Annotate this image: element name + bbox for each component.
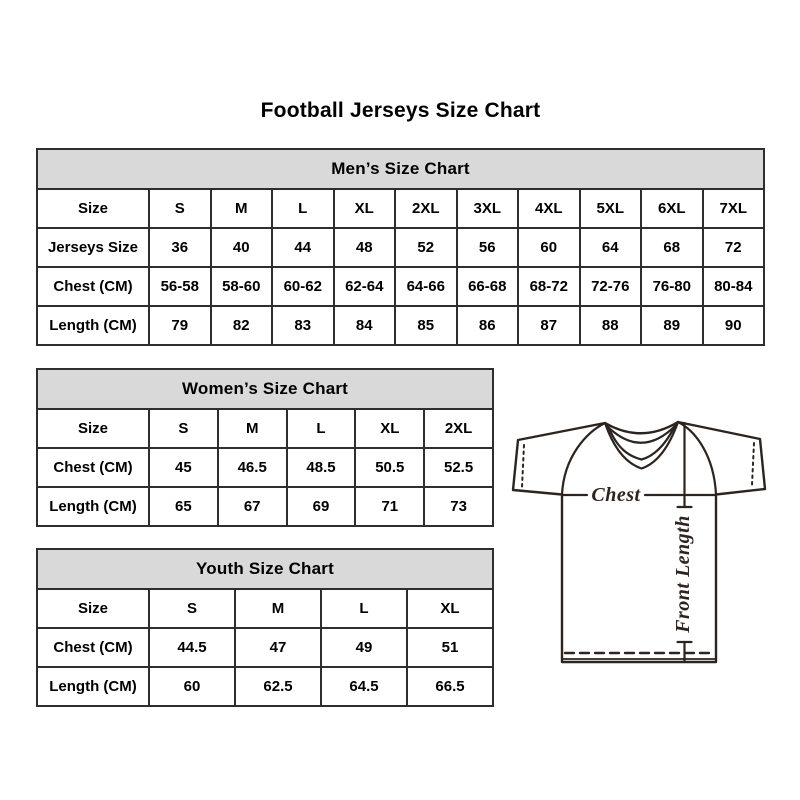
- size-cell: 71: [355, 487, 424, 526]
- size-cell: S: [149, 589, 235, 628]
- youth-table-title: Youth Size Chart: [37, 549, 493, 589]
- size-cell: M: [211, 189, 273, 228]
- table-row: [37, 189, 764, 228]
- table-row: [37, 267, 764, 306]
- size-cell: 2XL: [395, 189, 457, 228]
- size-cell: 48.5: [287, 448, 356, 487]
- size-cell: 52: [395, 228, 457, 267]
- table-row: [37, 306, 764, 345]
- size-cell: 50.5: [355, 448, 424, 487]
- size-cell: 89: [641, 306, 703, 345]
- size-cell: S: [149, 409, 218, 448]
- size-cell: S: [149, 189, 211, 228]
- table-row: [37, 487, 493, 526]
- size-cell: 65: [149, 487, 218, 526]
- youth-table-title-row: [37, 549, 493, 589]
- size-cell: XL: [355, 409, 424, 448]
- row-label: Jerseys Size: [37, 228, 149, 267]
- mens-size-table: [36, 148, 765, 346]
- size-cell: 73: [424, 487, 493, 526]
- size-cell: 60-62: [272, 267, 334, 306]
- size-cell: 51: [407, 628, 493, 667]
- size-cell: 82: [211, 306, 273, 345]
- row-label: Length (CM): [37, 667, 149, 706]
- size-cell: L: [272, 189, 334, 228]
- table-row: [37, 589, 493, 628]
- size-cell: 48: [334, 228, 396, 267]
- size-cell: 90: [703, 306, 765, 345]
- size-cell: 60: [518, 228, 580, 267]
- size-cell: 85: [395, 306, 457, 345]
- size-cell: 4XL: [518, 189, 580, 228]
- size-cell: 88: [580, 306, 642, 345]
- size-cell: 3XL: [457, 189, 519, 228]
- size-cell: XL: [334, 189, 396, 228]
- mens-table-title-row: [37, 149, 764, 189]
- table-row: [37, 628, 493, 667]
- table-row: [37, 448, 493, 487]
- size-cell: L: [287, 409, 356, 448]
- womens-table-title: Women’s Size Chart: [37, 369, 493, 409]
- size-cell: 7XL: [703, 189, 765, 228]
- size-cell: 83: [272, 306, 334, 345]
- size-cell: 76-80: [641, 267, 703, 306]
- size-cell: 36: [149, 228, 211, 267]
- row-label: Chest (CM): [37, 628, 149, 667]
- row-label: Chest (CM): [37, 448, 149, 487]
- table-row: [37, 409, 493, 448]
- size-cell: 87: [518, 306, 580, 345]
- size-cell: 62-64: [334, 267, 396, 306]
- womens-table-title-row: [37, 369, 493, 409]
- size-cell: 46.5: [218, 448, 287, 487]
- chest-label: Chest: [591, 484, 641, 506]
- size-cell: 40: [211, 228, 273, 267]
- size-cell: 58-60: [211, 267, 273, 306]
- size-cell: 67: [218, 487, 287, 526]
- size-cell: 72: [703, 228, 765, 267]
- size-cell: 72-76: [580, 267, 642, 306]
- size-cell: 80-84: [703, 267, 765, 306]
- size-cell: 56-58: [149, 267, 211, 306]
- table-row: [37, 228, 764, 267]
- size-cell: 44.5: [149, 628, 235, 667]
- size-cell: 60: [149, 667, 235, 706]
- size-cell: 64.5: [321, 667, 407, 706]
- size-cell: 66-68: [457, 267, 519, 306]
- size-cell: 5XL: [580, 189, 642, 228]
- size-cell: 79: [149, 306, 211, 345]
- row-label: Size: [37, 409, 149, 448]
- size-cell: L: [321, 589, 407, 628]
- table-row: [37, 667, 493, 706]
- size-cell: 64-66: [395, 267, 457, 306]
- youth-size-table: [36, 548, 494, 707]
- row-label: Size: [37, 589, 149, 628]
- size-cell: 66.5: [407, 667, 493, 706]
- size-cell: M: [218, 409, 287, 448]
- size-cell: 6XL: [641, 189, 703, 228]
- jersey-measurement-diagram: [505, 400, 770, 690]
- size-cell: 47: [235, 628, 321, 667]
- row-label: Length (CM): [37, 487, 149, 526]
- size-cell: 86: [457, 306, 519, 345]
- size-cell: 64: [580, 228, 642, 267]
- size-cell: XL: [407, 589, 493, 628]
- row-label: Size: [37, 189, 149, 228]
- womens-size-table: [36, 368, 494, 527]
- row-label: Length (CM): [37, 306, 149, 345]
- size-cell: 68-72: [518, 267, 580, 306]
- row-label: Chest (CM): [37, 267, 149, 306]
- size-cell: 45: [149, 448, 218, 487]
- size-cell: M: [235, 589, 321, 628]
- size-cell: 62.5: [235, 667, 321, 706]
- size-cell: 44: [272, 228, 334, 267]
- size-cell: 52.5: [424, 448, 493, 487]
- size-cell: 2XL: [424, 409, 493, 448]
- mens-table-title: Men’s Size Chart: [37, 149, 764, 189]
- front-length-label: Front Length: [672, 515, 694, 633]
- size-cell: 69: [287, 487, 356, 526]
- size-cell: 84: [334, 306, 396, 345]
- size-cell: 68: [641, 228, 703, 267]
- page-title: Football Jerseys Size Chart: [260, 99, 541, 122]
- size-cell: 56: [457, 228, 519, 267]
- size-cell: 49: [321, 628, 407, 667]
